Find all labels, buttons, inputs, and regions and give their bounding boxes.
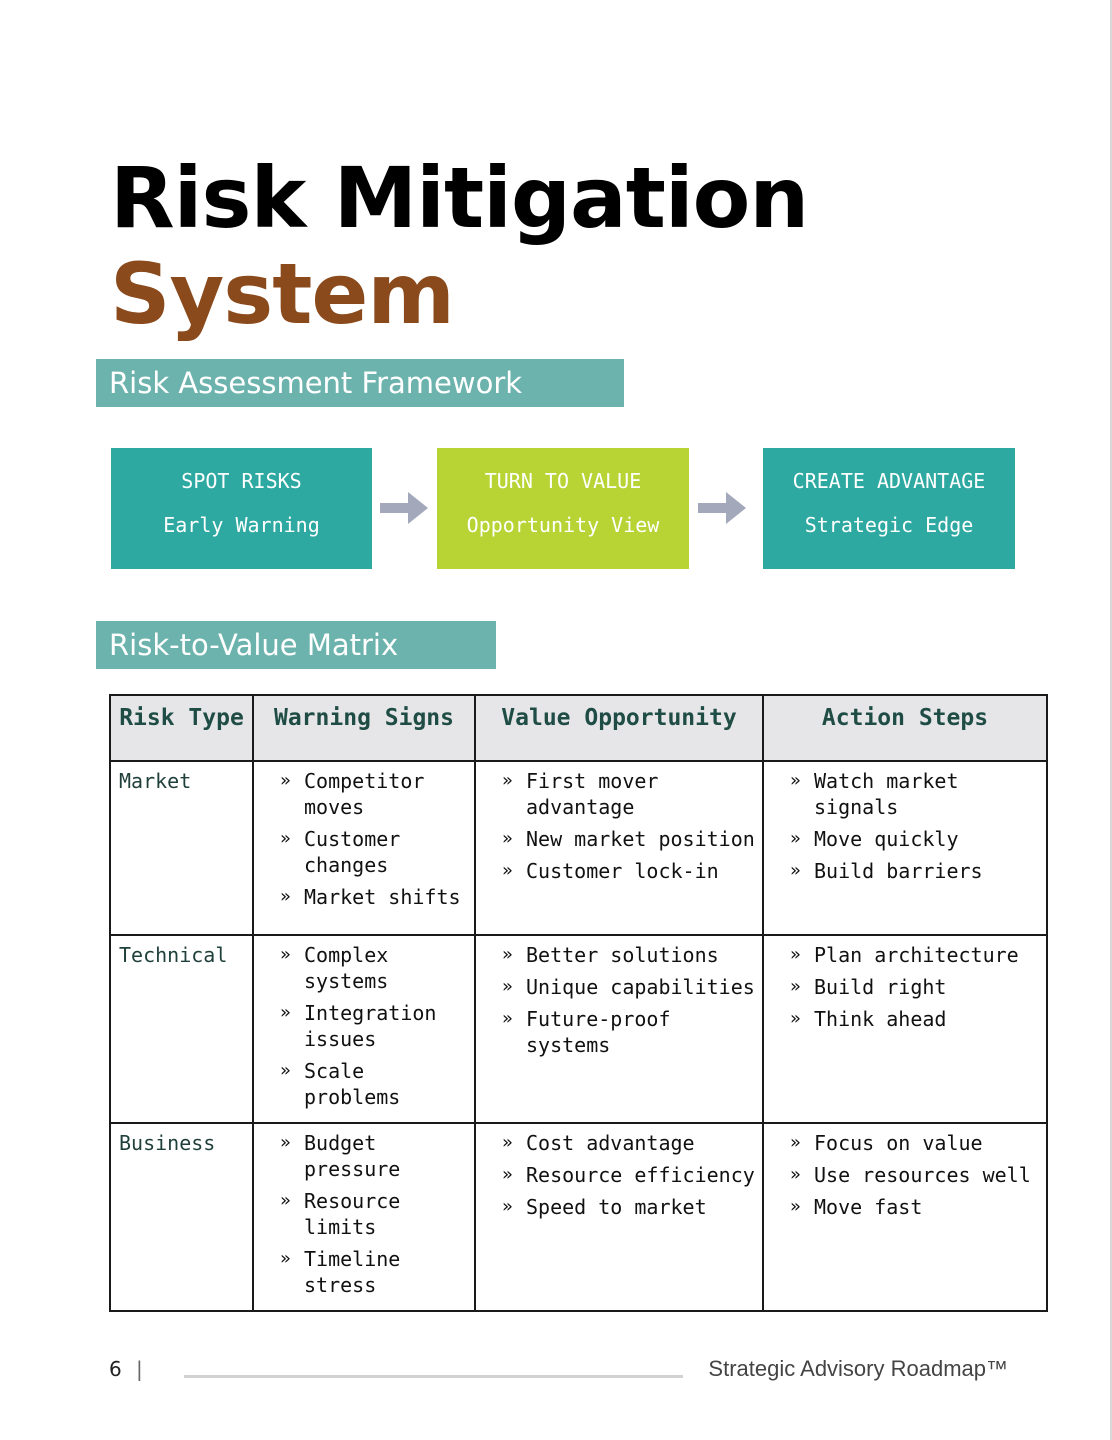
list-item: » Market shifts [276, 884, 468, 910]
list-item: » Unique capabilities [498, 974, 756, 1000]
right-arrow-icon [380, 490, 430, 526]
step-subtitle: Opportunity View [466, 513, 660, 537]
warning-signs-cell [253, 761, 475, 935]
table-row [110, 761, 1047, 935]
list-item: » Scale problems [276, 1058, 468, 1110]
framework-step-turn-to-value [437, 448, 689, 569]
right-arrow-icon [698, 490, 748, 526]
value-opportunity-cell [475, 1123, 763, 1311]
list-item: » Future-proof systems [498, 1006, 756, 1058]
list-item: » New market position [498, 826, 756, 852]
list-item: » Better solutions [498, 942, 756, 968]
list-item: » Integration issues [276, 1000, 468, 1052]
page-title-line1: Risk Mitigation [110, 149, 809, 247]
framework-step-spot-risks [111, 448, 372, 569]
list-item: » Think ahead [786, 1006, 1040, 1032]
matrix-header-row [110, 695, 1047, 761]
warning-signs-cell [253, 935, 475, 1123]
action-steps-cell [763, 935, 1047, 1123]
framework-step-create-advantage [763, 448, 1015, 569]
page-number: 6 [109, 1357, 122, 1381]
footer-divider [184, 1375, 683, 1378]
value-opportunity-cell [475, 761, 763, 935]
list-item: » Timeline stress [276, 1246, 468, 1298]
list-item: » Speed to market [498, 1194, 756, 1220]
list-item: » Use resources well [786, 1162, 1040, 1188]
section-heading-framework: Risk Assessment Framework [96, 359, 624, 407]
page-title [110, 150, 808, 342]
risk-type-cell: Business [110, 1123, 253, 1311]
step-heading: SPOT RISKS [181, 469, 302, 493]
step-subtitle: Strategic Edge [804, 513, 974, 537]
list-item: » Customer changes [276, 826, 468, 878]
list-item: » First mover advantage [498, 768, 756, 820]
table-row [110, 1123, 1047, 1311]
section-heading-matrix: Risk-to-Value Matrix [96, 621, 496, 669]
footer-separator: | [136, 1357, 143, 1381]
header-warning-signs: Warning Signs [253, 695, 475, 761]
list-item: » Cost advantage [498, 1130, 756, 1156]
header-value-opportunity: Value Opportunity [475, 695, 763, 761]
risk-value-matrix [109, 694, 1048, 1312]
list-item: » Competitor moves [276, 768, 468, 820]
list-item: » Watch market signals [786, 768, 1040, 820]
step-subtitle: Early Warning [163, 513, 320, 537]
risk-type-cell: Market [110, 761, 253, 935]
action-steps-cell [763, 761, 1047, 935]
table-row [110, 935, 1047, 1123]
footer-brand: Strategic Advisory Roadmap™ [708, 1356, 1008, 1381]
list-item: » Focus on value [786, 1130, 1040, 1156]
action-steps-cell [763, 1123, 1047, 1311]
list-item: » Move quickly [786, 826, 1040, 852]
list-item: » Build barriers [786, 858, 1040, 884]
list-item: » Move fast [786, 1194, 1040, 1220]
list-item: » Resource efficiency [498, 1162, 756, 1188]
list-item: » Resource limits [276, 1188, 468, 1240]
list-item: » Budget pressure [276, 1130, 468, 1182]
value-opportunity-cell [475, 935, 763, 1123]
list-item: » Build right [786, 974, 1040, 1000]
step-heading: TURN TO VALUE [484, 469, 642, 493]
list-item: » Customer lock-in [498, 858, 756, 884]
warning-signs-cell [253, 1123, 475, 1311]
list-item: » Complex systems [276, 942, 468, 994]
step-heading: CREATE ADVANTAGE [792, 469, 986, 493]
list-item: » Plan architecture [786, 942, 1040, 968]
header-action-steps: Action Steps [763, 695, 1047, 761]
header-risk-type: Risk Type [110, 695, 253, 761]
page-title-line2: System [110, 245, 454, 343]
risk-type-cell: Technical [110, 935, 253, 1123]
